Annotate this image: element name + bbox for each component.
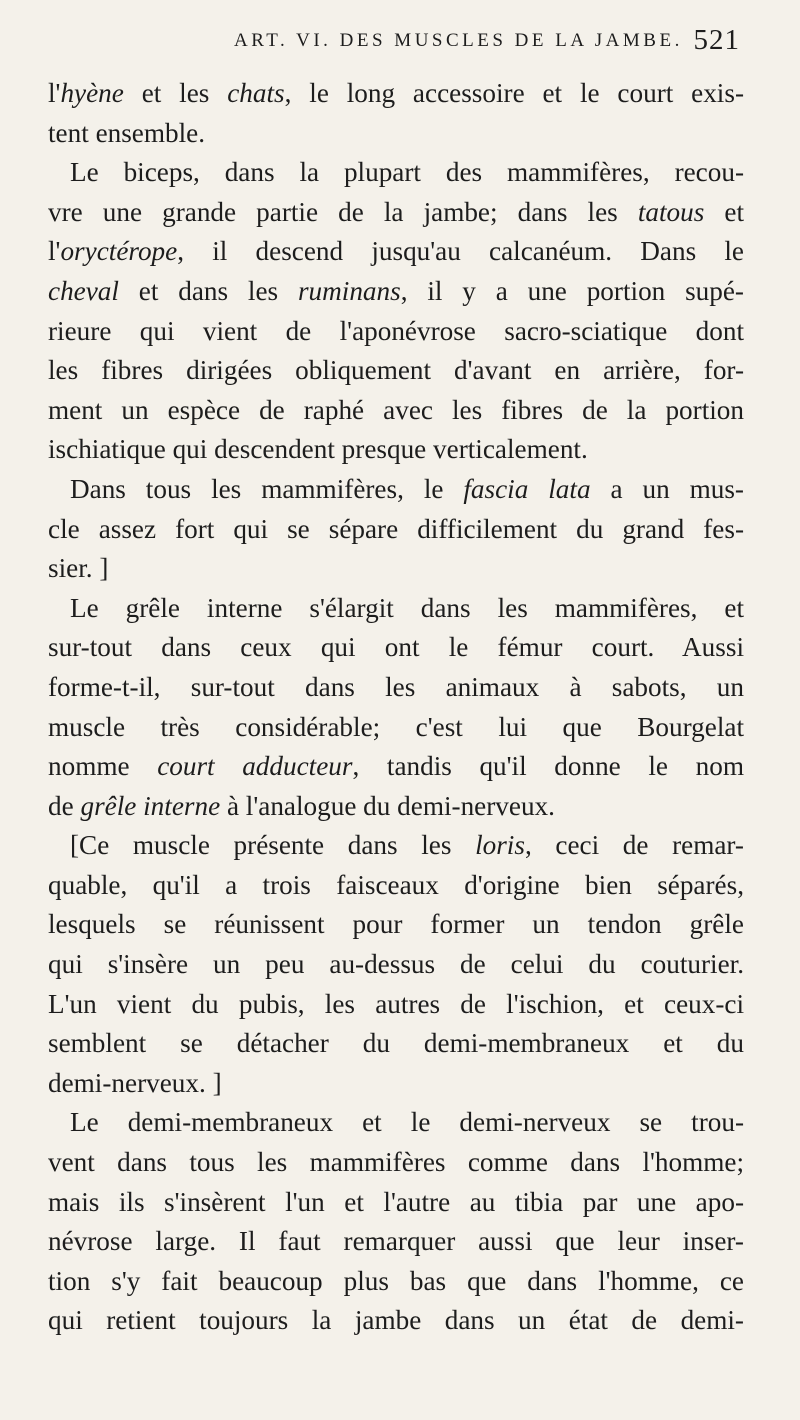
text-line [48,312,744,352]
text-segment: quable, qu'il a trois faisceaux d'origine bien séparés, [48,869,744,900]
italic-term: oryctérope [60,236,178,267]
italic-term: court adducteur [157,751,353,782]
text-segment: l' [48,78,61,108]
text-line [48,1143,744,1183]
text-segment: lesquels se réunissent pour former un tendon grêle [48,909,744,940]
text-segment: nomme [48,751,158,782]
text-segment: et [704,196,744,227]
text-line [48,470,744,510]
text-segment: vent dans tous les mammifères comme dans l'homme; [48,1147,744,1178]
text-line [48,945,744,985]
text-segment: a un mus- [590,473,744,504]
text-segment: cle assez fort qui se sépare difficilement du grand fes- [48,513,744,544]
text-line [48,549,744,589]
text-segment: et les [123,78,228,108]
text-line [48,193,744,233]
text-segment: Dans tous les mammifères, le [70,473,464,504]
text-line [48,74,744,114]
text-line [48,708,744,748]
text-line [48,1064,744,1104]
text-segment: mais ils s'insèrent l'un et l'autre au tibia par une apo- [48,1186,744,1217]
text-line [48,430,744,470]
text-segment: névrose large. Il faut remarquer aussi que leur inser- [48,1226,744,1257]
text-segment: qui retient toujours la jambe dans un état de demi- [48,1305,744,1336]
text-line [48,232,744,272]
text-line [48,589,744,629]
text-line [48,628,744,668]
text-segment: Le biceps, dans la plupart des mammifères, recou- [70,157,744,188]
text-line [48,351,744,391]
italic-term: fascia lata [463,473,591,504]
italic-term: tatous [637,196,705,227]
italic-term: loris [475,830,525,861]
running-head-title: ART. VI. DES MUSCLES DE LA JAMBE. [234,30,683,51]
text-segment: [Ce muscle présente dans les [70,830,476,861]
text-segment: , ceci de remar- [524,830,744,861]
text-line [48,153,744,193]
text-segment: l' [48,236,61,267]
text-segment: , tandis qu'il donne le nom [352,751,744,782]
text-line [48,391,744,431]
text-line [48,866,744,906]
text-segment: ment un espèce de raphé avec les fibres de la portion [48,394,744,425]
text-line [48,668,744,708]
text-line [48,1103,744,1143]
text-segment: rieure qui vient de l'aponévrose sacro-sciatique dont [48,315,744,346]
italic-term: hyène [60,78,124,108]
text-segment: qui s'insère un peu au-dessus de celui du couturier. [48,949,744,980]
text-segment: à l'analogue du demi-nerveux. [220,790,555,821]
text-segment: L'un vient du pubis, les autres de l'ischion, et ceux-ci [48,988,744,1019]
running-head [48,0,746,62]
text-line [48,1222,744,1262]
text-line [48,510,744,550]
text-line [48,1024,744,1064]
italic-term: ruminans [297,275,401,306]
text-segment: Le grêle interne s'élargit dans les mammifères, et [70,592,744,623]
text-line [48,985,744,1025]
text-segment: vre une grande partie de la jambe; dans les [48,196,638,227]
text-segment: et dans les [118,275,298,306]
text-segment: les fibres dirigées obliquement d'avant en arrière, for- [48,355,744,386]
text-segment: sur-tout dans ceux qui ont le fémur court. Aussi [48,632,744,663]
text-segment: tion s'y fait beaucoup plus bas que dans l'homme, ce [48,1265,744,1296]
text-segment: ischiatique qui descendent presque verticalement. [48,434,588,465]
text-segment: tent ensemble. [48,117,206,148]
text-segment: muscle très considérable; c'est lui que Bourgelat [48,711,744,742]
text-segment: de [48,790,81,821]
text-line [48,787,744,827]
text-line [48,272,744,312]
text-line [48,747,744,787]
text-line [48,905,744,945]
text-segment: demi-nerveux. ] [48,1067,222,1098]
text-segment: , il descend jusqu'au calcanéum. Dans le [177,236,744,267]
text-segment: semblent se détacher du demi-membraneux et du [48,1028,744,1059]
italic-term: grêle interne [80,790,221,821]
text-segment: , le long accessoire et le court exis- [284,78,744,108]
body-text [48,74,744,1341]
text-line [48,114,744,154]
text-segment: Le demi-membraneux et le demi-nerveux se trou- [70,1107,744,1138]
text-line [48,1183,744,1223]
text-line [48,1262,744,1302]
italic-term: cheval [48,275,119,306]
text-segment: forme-t-il, sur-tout dans les animaux à sabots, un [48,671,744,702]
text-line [48,826,744,866]
page-number: 521 [693,24,740,56]
text-line [48,1301,744,1341]
italic-term: chats [227,78,285,108]
text-segment: , il y a une portion supé- [400,275,744,306]
text-segment: sier. ] [48,553,109,584]
